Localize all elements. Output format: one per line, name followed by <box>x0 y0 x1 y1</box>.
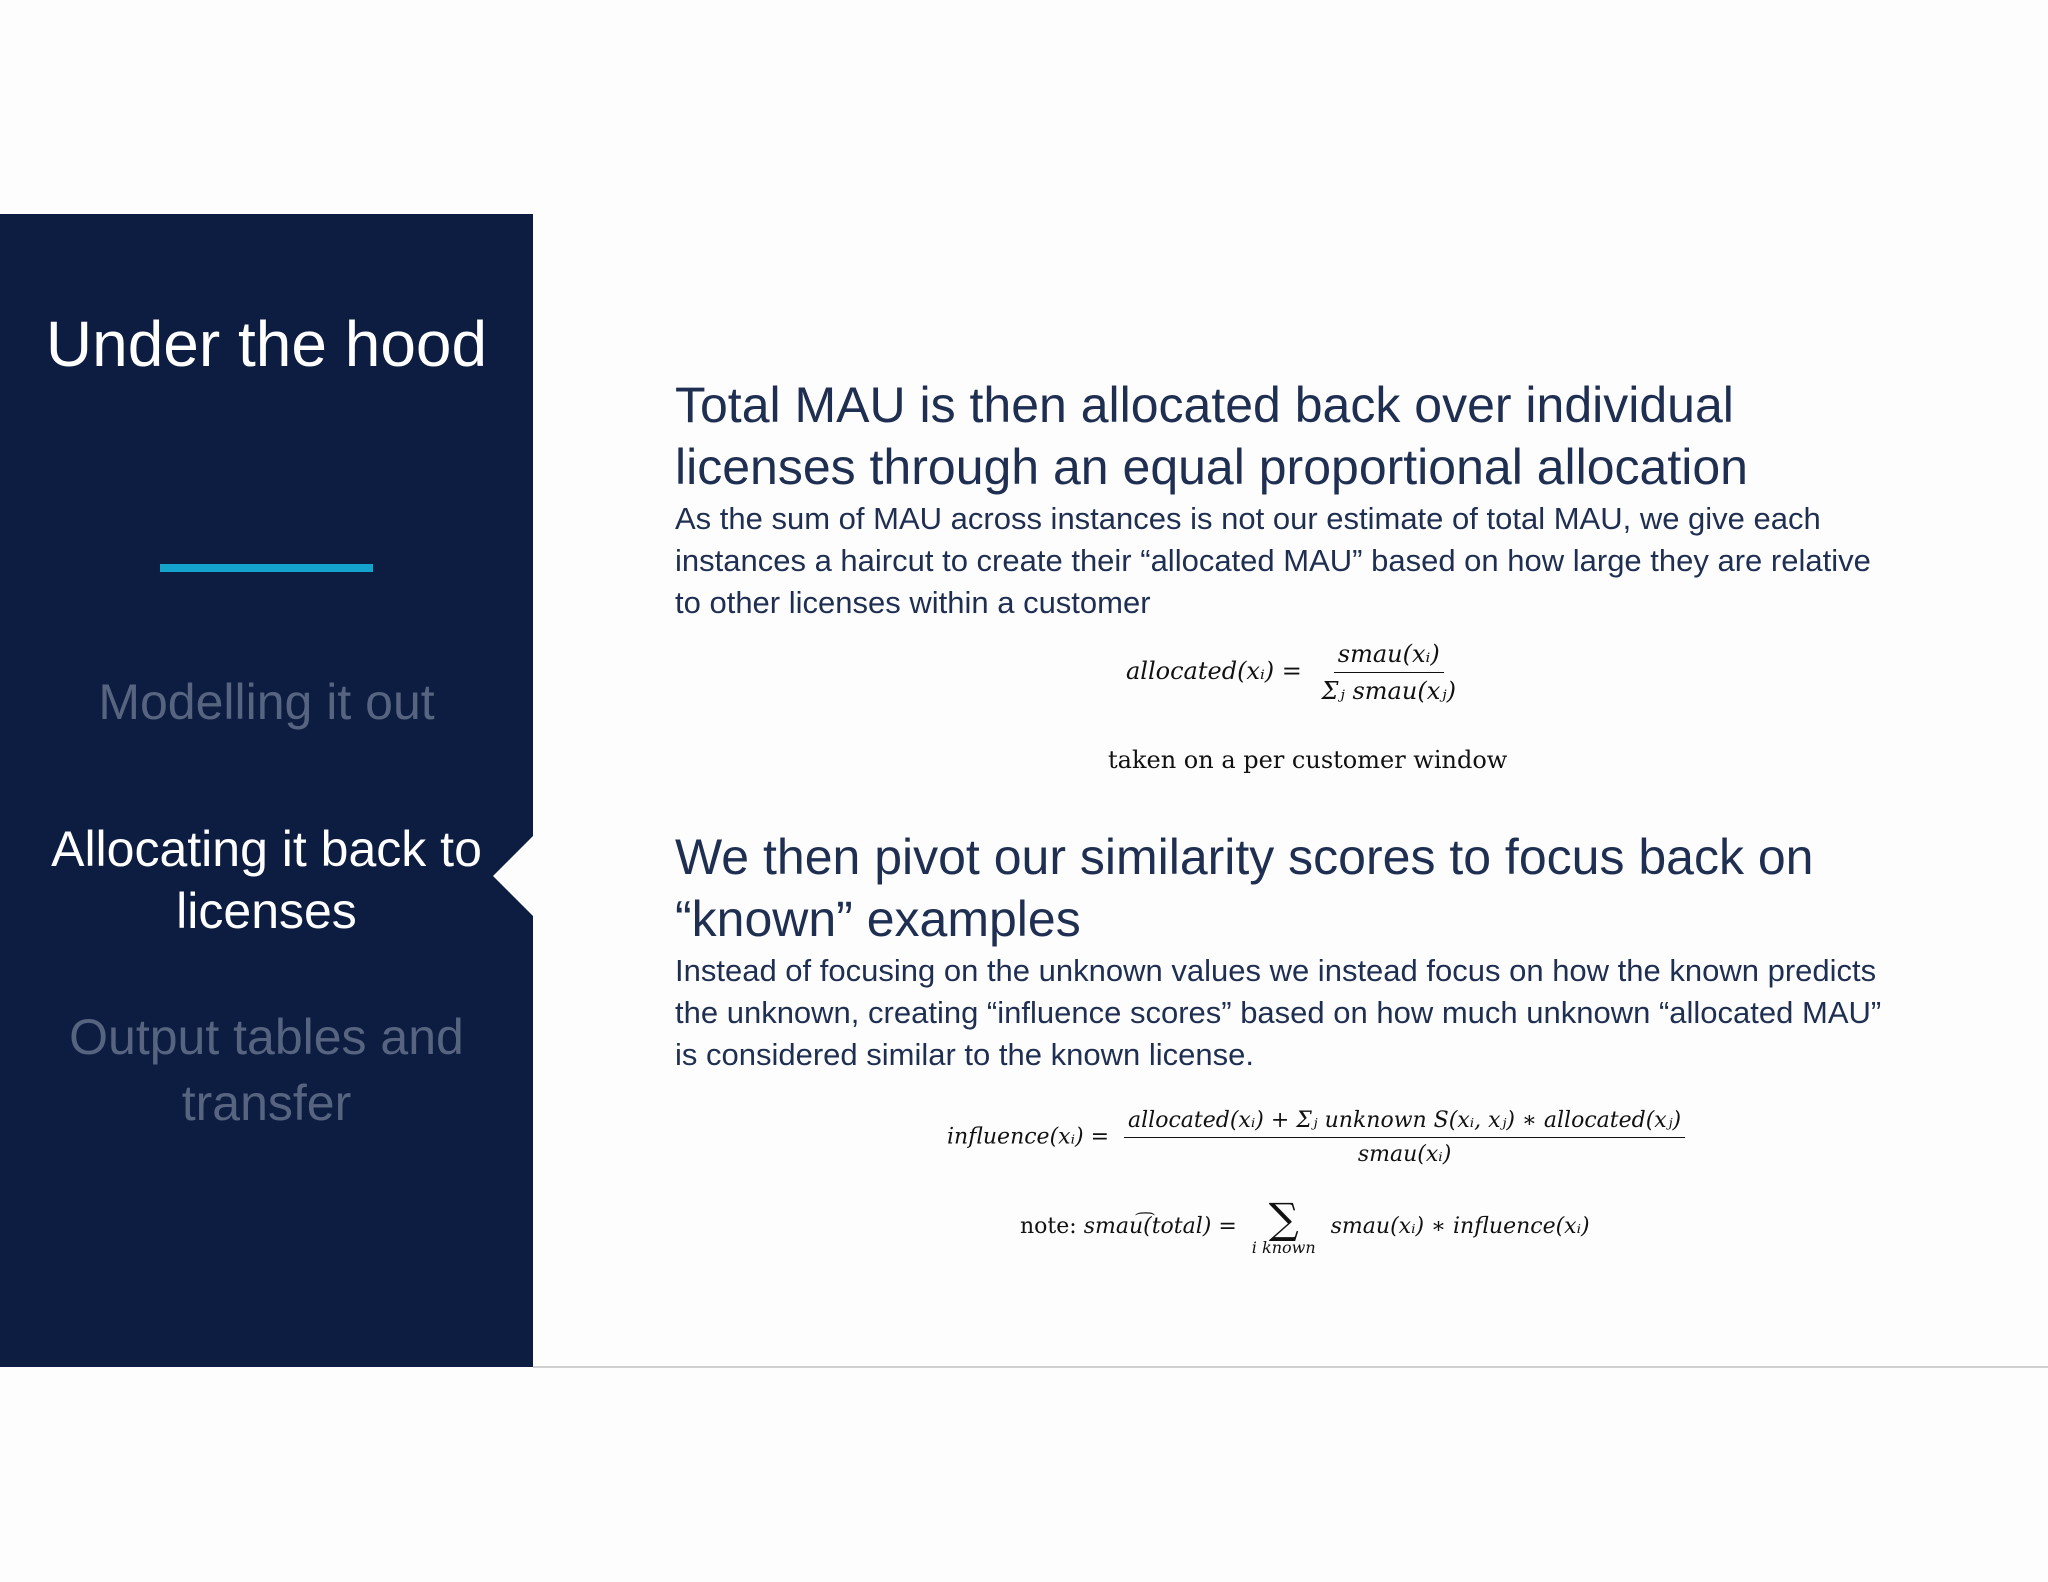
equation-lhs: allocated(xᵢ) = <box>1126 657 1302 685</box>
allocated-equation <box>1126 640 1460 705</box>
section-allocation <box>675 374 1905 624</box>
equation-numerator: allocated(xᵢ) + Σⱼ unknown S(xᵢ, xⱼ) ∗ allocated(xⱼ) <box>1124 1108 1685 1138</box>
bottom-divider <box>533 1366 2048 1368</box>
sidebar-title: Under the hood <box>45 308 488 380</box>
note-lhs: smau͡(total) = <box>1083 1214 1237 1239</box>
summation-symbol <box>1251 1194 1316 1257</box>
note-rhs: smau(xᵢ) ∗ influence(xᵢ) <box>1330 1214 1590 1239</box>
equation-denominator: Σⱼ smau(xⱼ) <box>1321 677 1456 705</box>
section-influence <box>675 826 1905 1076</box>
equation-denominator: smau(xᵢ) <box>1357 1142 1452 1167</box>
nav-item-allocating[interactable]: Allocating it back to licenses <box>51 821 482 939</box>
sum-glyph: ∑ <box>1268 1194 1299 1243</box>
section-body: As the sum of MAU across instances is not our estimate of total MAU, we give each instances a haircut to create their “allocated MAU” based on how large they are relative to other licenses within a customer <box>675 501 1871 620</box>
nav-item-output-tables[interactable]: Output tables and transfer <box>69 1009 464 1131</box>
equation-fraction <box>1124 1108 1685 1167</box>
total-note-equation <box>1020 1194 1590 1257</box>
section-body: Instead of focusing on the unknown values we instead focus on how the known predicts the unknown, creating “influence scores” based on how much unknown “allocated MAU” is considered similar to the known license. <box>675 953 1882 1072</box>
sidebar-divider <box>160 564 373 572</box>
equation-lhs: influence(xᵢ) = <box>947 1124 1110 1150</box>
section-heading: We then pivot our similarity scores to focus back on “known” examples <box>675 829 1814 947</box>
nav-item-modelling[interactable]: Modelling it out <box>98 674 435 730</box>
equation-caption: taken on a per customer window <box>1108 746 1508 774</box>
influence-equation <box>947 1108 1685 1167</box>
note-prefix: note: <box>1020 1214 1077 1239</box>
sidebar <box>0 214 533 1367</box>
equation-numerator: smau(xᵢ) <box>1334 640 1444 673</box>
active-nav-pointer <box>493 836 533 916</box>
sum-subscript: i known <box>1251 1238 1316 1257</box>
equation-fraction <box>1318 640 1460 705</box>
section-heading: Total MAU is then allocated back over individual licenses through an equal proportional allocation <box>675 377 1748 495</box>
